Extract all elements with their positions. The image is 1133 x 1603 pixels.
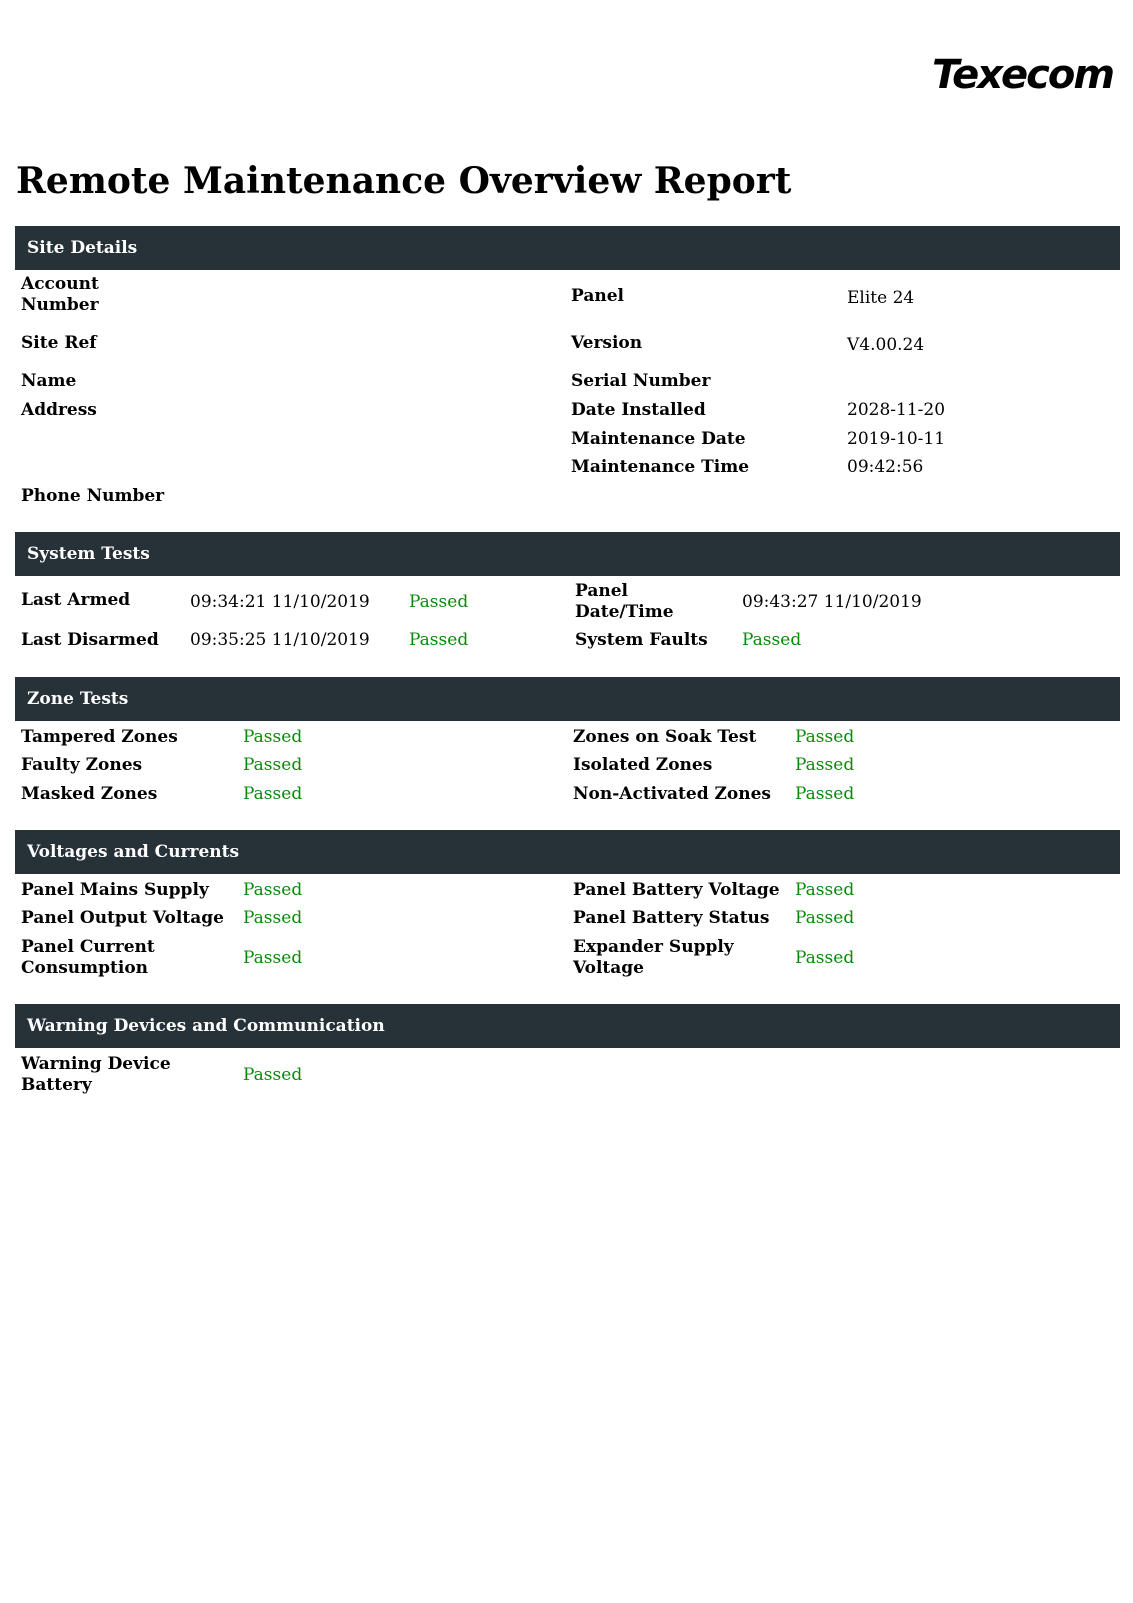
isolated-zones-label: Isolated Zones: [573, 755, 713, 775]
section-header-system-tests: System Tests: [15, 532, 1120, 576]
last-armed-status: Passed: [409, 592, 469, 612]
version-label: Version: [571, 333, 643, 353]
last-disarmed-status: Passed: [409, 630, 469, 650]
panel-current-consumption-status: Passed: [243, 948, 303, 968]
system-faults-status: Passed: [742, 630, 802, 650]
panel-current-consumption-label: Panel Current Consumption: [21, 937, 155, 978]
section-header-site-details: Site Details: [15, 226, 1120, 270]
account-number-label: Account Number: [21, 274, 99, 315]
panel-output-voltage-label: Panel Output Voltage: [21, 908, 224, 928]
section-header-voltages: Voltages and Currents: [15, 830, 1120, 874]
version-value: V4.00.24: [847, 335, 925, 355]
section-header-zone-tests: Zone Tests: [15, 677, 1120, 721]
faulty-zones-status: Passed: [243, 755, 303, 775]
warning-device-battery-label: Warning Device Battery: [21, 1054, 171, 1095]
panel-datetime-label: Panel Date/Time: [575, 581, 674, 622]
soak-test-zones-status: Passed: [795, 727, 855, 747]
maintenance-date-value: 2019-10-11: [847, 429, 946, 449]
date-installed-label: Date Installed: [571, 400, 706, 420]
page-title: Remote Maintenance Overview Report: [16, 160, 792, 202]
panel-battery-voltage-label: Panel Battery Voltage: [573, 880, 780, 900]
warning-device-battery-status: Passed: [243, 1065, 303, 1085]
maintenance-time-value: 09:42:56: [847, 457, 924, 477]
texecom-logo: Texecom: [931, 52, 1113, 98]
panel-datetime-value: 09:43:27 11/10/2019: [742, 592, 922, 612]
isolated-zones-status: Passed: [795, 755, 855, 775]
panel-value: Elite 24: [847, 288, 915, 308]
panel-mains-supply-status: Passed: [243, 880, 303, 900]
date-installed-value: 2028-11-20: [847, 400, 946, 420]
last-disarmed-time: 09:35:25 11/10/2019: [190, 630, 370, 650]
section-header-warning-devices: Warning Devices and Communication: [15, 1004, 1120, 1048]
panel-battery-status-status: Passed: [795, 908, 855, 928]
tampered-zones-status: Passed: [243, 727, 303, 747]
last-disarmed-label: Last Disarmed: [21, 630, 159, 650]
panel-battery-status-label: Panel Battery Status: [573, 908, 770, 928]
last-armed-label: Last Armed: [21, 590, 131, 610]
system-faults-label: System Faults: [575, 630, 708, 650]
panel-battery-voltage-status: Passed: [795, 880, 855, 900]
panel-output-voltage-status: Passed: [243, 908, 303, 928]
tampered-zones-label: Tampered Zones: [21, 727, 178, 747]
phone-number-label: Phone Number: [21, 486, 165, 506]
panel-label: Panel: [571, 286, 624, 306]
faulty-zones-label: Faulty Zones: [21, 755, 143, 775]
serial-number-label: Serial Number: [571, 371, 711, 391]
maintenance-date-label: Maintenance Date: [571, 429, 746, 449]
name-label: Name: [21, 371, 77, 391]
last-armed-time: 09:34:21 11/10/2019: [190, 592, 370, 612]
expander-supply-voltage-status: Passed: [795, 948, 855, 968]
panel-mains-supply-label: Panel Mains Supply: [21, 880, 209, 900]
non-activated-zones-status: Passed: [795, 784, 855, 804]
masked-zones-label: Masked Zones: [21, 784, 158, 804]
address-label: Address: [21, 400, 97, 420]
masked-zones-status: Passed: [243, 784, 303, 804]
expander-supply-voltage-label: Expander Supply Voltage: [573, 937, 734, 978]
site-ref-label: Site Ref: [21, 333, 97, 353]
non-activated-zones-label: Non-Activated Zones: [573, 784, 772, 804]
maintenance-time-label: Maintenance Time: [571, 457, 750, 477]
soak-test-zones-label: Zones on Soak Test: [573, 727, 757, 747]
